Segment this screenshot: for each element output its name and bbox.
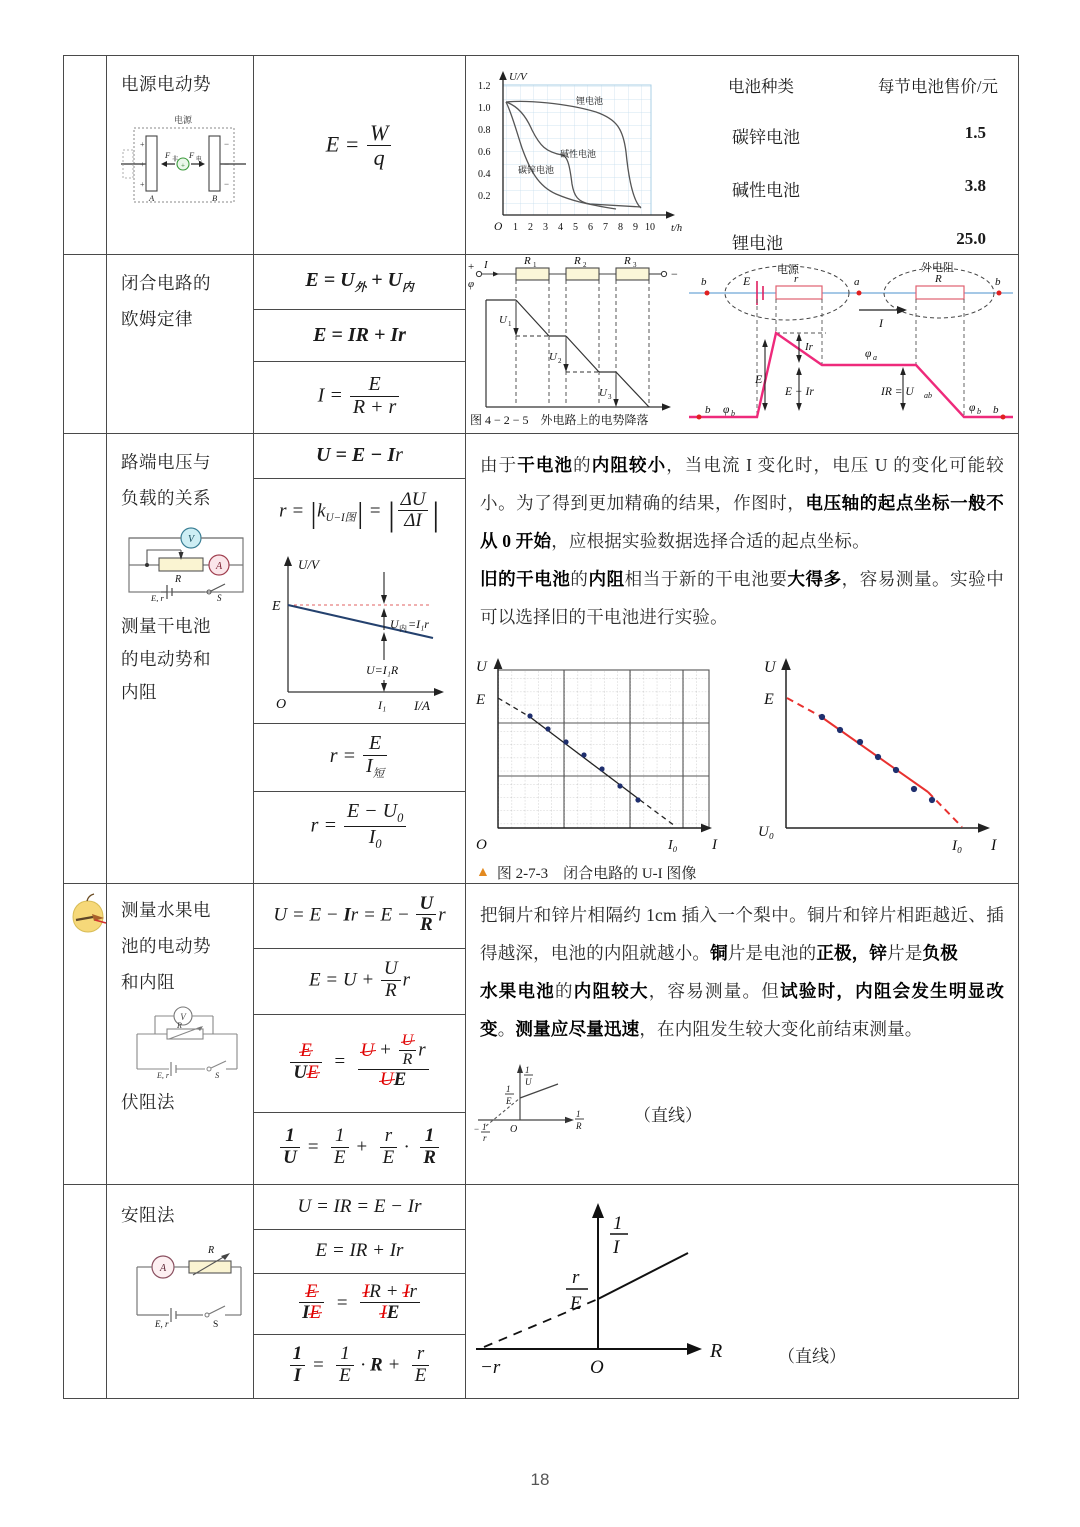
battery-price-table xyxy=(714,60,1018,254)
svg-text:R: R xyxy=(624,255,631,267)
price-row-label: 碳锌电池 xyxy=(732,128,800,147)
battery-discharge-chart xyxy=(466,60,714,236)
svg-text:R: R xyxy=(177,1021,182,1030)
svg-text:电: 电 xyxy=(196,157,203,163)
formula-e-ir-ir: E = IR + Ir xyxy=(254,309,465,361)
triangle-marker-icon: ▲ xyxy=(476,864,490,880)
formula-cancel-ue: $\frac{E}{UE}$ = U + $\frac{U}{R}$ r UE xyxy=(254,1014,465,1112)
row-title-line: 池的电动势 xyxy=(121,936,211,956)
svg-text:1: 1 xyxy=(525,1065,530,1075)
svg-text:7: 7 xyxy=(603,222,608,233)
ui-line-graph xyxy=(258,542,461,714)
svg-text:E: E xyxy=(476,692,486,708)
row-name-cell xyxy=(107,1185,254,1399)
row-desc-cell xyxy=(466,1185,1019,1399)
svg-text:E: E xyxy=(743,274,751,288)
svg-text:a: a xyxy=(873,353,877,362)
svg-text:IR = U: IR = U xyxy=(881,386,914,398)
svg-text:O: O xyxy=(476,837,487,853)
svg-text:10: 10 xyxy=(645,222,655,233)
svg-text:−: − xyxy=(671,267,678,281)
price-row-value: 3.8 xyxy=(964,176,986,195)
desc-paragraph: 旧的干电池的内阻相当于新的干电池要大得多，容易测量。实验中可以选择旧的干电池进行实验。 xyxy=(480,569,1005,627)
svg-text:U: U xyxy=(476,659,487,675)
svg-text:E: E xyxy=(272,599,281,615)
svg-text:=I₁r: =I₁r xyxy=(408,617,429,632)
price-row-label: 锂电池 xyxy=(732,234,783,253)
svg-text:U: U xyxy=(525,1077,532,1087)
svg-text:U: U xyxy=(599,387,607,399)
potential-drop-diagram xyxy=(466,255,681,427)
formula-u-ir-e-ir: U = IR = E − Ir xyxy=(297,1195,422,1217)
inv-u-vs-inv-r-graph xyxy=(472,1060,622,1142)
svg-text:4: 4 xyxy=(558,222,563,233)
svg-text:I: I xyxy=(991,837,997,854)
svg-text:U₀: U₀ xyxy=(758,824,775,840)
svg-text:R: R xyxy=(208,1245,215,1256)
svg-text:ab: ab xyxy=(924,391,932,400)
svg-text:S: S xyxy=(213,1320,219,1330)
pear-battery-icon xyxy=(64,884,106,936)
formula-e-ir-ir-2: E = IR + Ir xyxy=(254,1229,465,1273)
svg-text:非: 非 xyxy=(172,157,179,163)
svg-text:b: b xyxy=(993,404,999,416)
row-formula-cell xyxy=(254,56,466,255)
svg-text:F: F xyxy=(189,150,195,160)
row-desc-cell xyxy=(466,56,1019,255)
straight-line-note: （直线） xyxy=(634,1106,702,1125)
inv-i-vs-r-graph xyxy=(470,1191,760,1389)
svg-text:b: b xyxy=(995,276,1001,288)
svg-text:1: 1 xyxy=(508,320,512,328)
svg-text:R: R xyxy=(574,255,581,267)
row-title-line: 路端电压与 xyxy=(121,452,211,472)
svg-text:A: A xyxy=(159,1263,167,1274)
svg-text:1.0: 1.0 xyxy=(478,103,491,114)
svg-text:6: 6 xyxy=(588,222,593,233)
ui-graph-gridded xyxy=(472,652,744,883)
svg-text:U/V: U/V xyxy=(509,71,527,83)
svg-text:R: R xyxy=(576,1121,582,1131)
svg-text:I₀: I₀ xyxy=(668,838,678,853)
svg-text:A: A xyxy=(215,561,223,572)
svg-text:U: U xyxy=(499,314,507,326)
svg-text:S: S xyxy=(217,593,222,602)
formula-cancel-ie: $\frac{E}{IE}$ = $\frac{IR + Ir}{IE}$ xyxy=(254,1273,465,1334)
svg-text:E: E xyxy=(506,1096,512,1106)
svg-text:I: I xyxy=(712,837,717,853)
svg-text:φ: φ xyxy=(865,348,872,360)
svg-text:+: + xyxy=(468,261,475,273)
row-title-line: 测量水果电 xyxy=(121,900,211,920)
svg-text:φ: φ xyxy=(468,278,475,290)
svg-text:U: U xyxy=(764,659,776,676)
svg-text:V: V xyxy=(187,534,195,545)
figure-caption: 图 2-7-3 闭合电路的 U-I 图像 xyxy=(496,866,697,882)
svg-text:r: r xyxy=(483,1133,487,1142)
row-icon-cell xyxy=(64,255,107,434)
svg-text:I: I xyxy=(484,259,488,271)
svg-text:b: b xyxy=(977,407,981,416)
svg-text:φ: φ xyxy=(969,402,976,414)
row-name-cell xyxy=(107,56,254,255)
svg-text:V: V xyxy=(180,1012,186,1022)
svg-text:0.8: 0.8 xyxy=(478,125,491,136)
formula-e-sum: $E = U_外 + U_内$ xyxy=(305,269,414,294)
svg-text:9: 9 xyxy=(633,222,638,233)
svg-text:0.6: 0.6 xyxy=(478,147,491,158)
svg-text:O: O xyxy=(510,1124,518,1135)
row-desc-cell xyxy=(466,884,1019,1185)
row-formula-cell xyxy=(254,434,466,884)
svg-text:3: 3 xyxy=(543,222,548,233)
row-formula-cell xyxy=(254,255,466,434)
svg-text:1: 1 xyxy=(533,261,537,269)
svg-text:内: 内 xyxy=(399,624,407,634)
formula-u-e-ir-ur: U = E − Ir = E − $\frac{U}{R}$ r xyxy=(273,892,446,936)
svg-text:Ir: Ir xyxy=(805,341,813,353)
svg-text:R: R xyxy=(524,255,531,267)
formula-one-over-i: $\frac{1}{I}$ = $\frac{1}{E}$ · R + $\frac{r}{E}$ xyxy=(254,1334,465,1398)
figure-caption: 图 4 − 2 − 5 外电路上的电势降落 xyxy=(470,413,649,427)
row-title-line: 负载的关系 xyxy=(121,488,211,508)
svg-text:外电阻: 外电阻 xyxy=(921,262,954,274)
row-name-cell xyxy=(107,884,254,1185)
svg-text:2: 2 xyxy=(583,261,587,269)
row-icon-cell xyxy=(64,1185,107,1399)
summary-table xyxy=(63,55,1019,1399)
row-title-line: 闭合电路的 xyxy=(121,273,211,293)
svg-text:R: R xyxy=(710,1340,723,1362)
ammeter-rheostat-circuit xyxy=(127,1243,247,1331)
svg-text:b: b xyxy=(705,404,711,416)
row-icon-cell xyxy=(64,434,107,884)
table-row xyxy=(64,56,1019,255)
series-label-alkaline: 碱性电池 xyxy=(560,149,597,159)
price-row-label: 碱性电池 xyxy=(732,181,800,200)
row-icon-cell xyxy=(64,56,107,255)
svg-text:1: 1 xyxy=(482,1122,487,1132)
voltmeter-ammeter-circuit xyxy=(121,522,247,602)
svg-text:S: S xyxy=(215,1070,220,1080)
svg-text:I: I xyxy=(613,1237,620,1258)
emf-source-diagram xyxy=(121,112,247,210)
desc-paragraph: 把铜片和锌片相隔约 1cm 插入一个梨中。铜片和锌片相距越近、插得越深，电池的内阻就越小。铜片是电池的正极，锌片是负极 xyxy=(480,905,1004,963)
series-label-carbonzinc: 碳锌电池 xyxy=(518,165,555,175)
price-col-header-price: 每节电池售价/元 xyxy=(877,77,998,96)
price-row-value: 1.5 xyxy=(964,123,986,142)
price-row-value: 25.0 xyxy=(956,229,986,248)
svg-text:5: 5 xyxy=(573,222,578,233)
svg-text:E − Ir: E − Ir xyxy=(785,386,814,398)
diagram-title-label: 电源 xyxy=(173,115,193,125)
svg-text:I₀: I₀ xyxy=(952,838,963,854)
svg-text:E: E xyxy=(755,372,763,386)
desc-paragraph: 水果电池的内阻较大，容易测量。但试验时，内阻会发生明显改变。测量应尽量迅速，在内阻发生较大变化前结束测量。 xyxy=(480,981,1005,1039)
formula-r-slope-block: $r = |k_{U-I图}|$ = | $\frac{\Delta U}{\Delta I}$ | U/V I/A O E U 内 =I₁r U=I₁R I₁ xyxy=(254,478,465,724)
svg-text:E, r: E, r xyxy=(157,1071,169,1080)
row-title-line: 伏阻法 xyxy=(121,1092,175,1112)
svg-text:I: I xyxy=(879,316,883,330)
svg-text:−: − xyxy=(224,179,230,189)
formula-e-u-ur: E = U + $\frac{U}{R}$ r xyxy=(254,948,465,1014)
formula-r-e-u0-i0: r = $\frac{E - U_0}{I_0}$ xyxy=(254,792,465,862)
svg-text:E, r: E, r xyxy=(155,1319,169,1329)
straight-line-note: （直线） xyxy=(778,1347,846,1366)
row-title-line: 欧姆定律 xyxy=(121,309,193,329)
svg-text:8: 8 xyxy=(618,222,623,233)
svg-text:电源: 电源 xyxy=(777,264,799,276)
svg-text:φ: φ xyxy=(723,404,730,416)
svg-text:1: 1 xyxy=(613,1213,623,1234)
row-desc-cell xyxy=(466,434,1019,884)
svg-text:E: E xyxy=(764,691,774,708)
svg-text:R: R xyxy=(935,273,942,285)
svg-text:3: 3 xyxy=(633,261,637,269)
table-row xyxy=(64,884,1019,1185)
svg-text:+: + xyxy=(140,160,145,169)
formula-one-over-u: $\frac{1}{U}$ = $\frac{1}{E}$ + $\frac{r}{E}$ · $\frac{1}{R}$ xyxy=(254,1112,465,1184)
formula-r-e-ishort: r = $\frac{E}{I_短}$ xyxy=(254,724,465,792)
svg-text:I/A: I/A xyxy=(414,698,430,714)
svg-text:r: r xyxy=(572,1267,580,1288)
formula-u-e-ir: U = E − Ir xyxy=(316,444,403,467)
svg-text:1: 1 xyxy=(513,222,518,233)
row-name-cell xyxy=(107,255,254,434)
row-icon-cell xyxy=(64,884,107,1185)
svg-text:2: 2 xyxy=(558,357,562,365)
svg-text:1: 1 xyxy=(506,1084,511,1094)
svg-text:0.2: 0.2 xyxy=(478,191,491,202)
svg-text:1: 1 xyxy=(576,1109,581,1119)
ui-graph-plain xyxy=(750,652,1010,864)
svg-text:B: B xyxy=(212,193,218,203)
row-formula-cell xyxy=(254,884,466,1185)
svg-text:t/h: t/h xyxy=(671,223,683,234)
svg-text:O: O xyxy=(494,221,503,233)
svg-text:O: O xyxy=(590,1357,604,1378)
row-formula-cell xyxy=(254,1185,466,1399)
row-title-line: 和内阻 xyxy=(121,972,175,992)
svg-text:+: + xyxy=(181,161,185,170)
svg-text:2: 2 xyxy=(528,222,533,233)
svg-text:a: a xyxy=(854,276,860,288)
row-title: 电源电动势 xyxy=(121,74,211,94)
table-row xyxy=(64,1185,1019,1399)
svg-text:+: + xyxy=(140,180,145,189)
svg-text:+: + xyxy=(140,140,145,149)
table-row xyxy=(64,255,1019,434)
page-number: 18 xyxy=(530,1470,550,1489)
formula-emf: E = $\frac{W}{q}$ xyxy=(254,56,465,236)
row-title-line: 安阻法 xyxy=(121,1205,175,1225)
row-title-line: 的电动势和 xyxy=(121,649,211,669)
svg-text:R: R xyxy=(174,574,182,585)
row-title-line: 内阻 xyxy=(121,682,157,702)
svg-text:E: E xyxy=(570,1293,582,1314)
svg-text:−r: −r xyxy=(480,1357,501,1378)
svg-text:1.2: 1.2 xyxy=(478,81,491,92)
desc-paragraph: 由于干电池的内阻较小，当电流 I 变化时，电压 U 的变化可能较小。为了得到更加精确的结果，作图时，电压轴的起点坐标一般不从 0 开始，应根据实验数据选择合适的起点坐标。 xyxy=(480,455,1005,551)
row-name-cell xyxy=(107,434,254,884)
svg-text:O: O xyxy=(276,697,287,713)
potential-profile-diagram xyxy=(681,255,1019,427)
svg-text:−: − xyxy=(224,159,230,169)
svg-text:0.4: 0.4 xyxy=(478,169,491,180)
row-desc-cell xyxy=(466,255,1019,434)
svg-text:b: b xyxy=(701,276,707,288)
svg-text:I₁: I₁ xyxy=(378,698,387,713)
svg-text:U: U xyxy=(549,351,557,363)
svg-text:−: − xyxy=(474,1124,480,1134)
svg-text:A: A xyxy=(149,193,155,203)
svg-text:3: 3 xyxy=(608,393,612,401)
svg-text:E, r: E, r xyxy=(151,593,164,602)
voltmeter-rheostat-circuit xyxy=(127,1004,247,1080)
svg-text:r: r xyxy=(794,273,799,285)
svg-text:U=I₁R: U=I₁R xyxy=(366,663,399,678)
svg-text:F: F xyxy=(165,150,171,160)
table-row xyxy=(64,434,1019,884)
price-col-header-type: 电池种类 xyxy=(728,77,794,96)
svg-text:b: b xyxy=(731,409,735,418)
series-label-lithium: 锂电池 xyxy=(576,96,604,106)
svg-text:U: U xyxy=(390,617,399,632)
row-title-line: 测量干电池 xyxy=(121,616,211,636)
svg-text:U/V: U/V xyxy=(298,557,319,573)
svg-text:−: − xyxy=(224,139,230,149)
formula-i-e-rr: I = $\frac{E}{R + r}$ xyxy=(254,361,465,433)
